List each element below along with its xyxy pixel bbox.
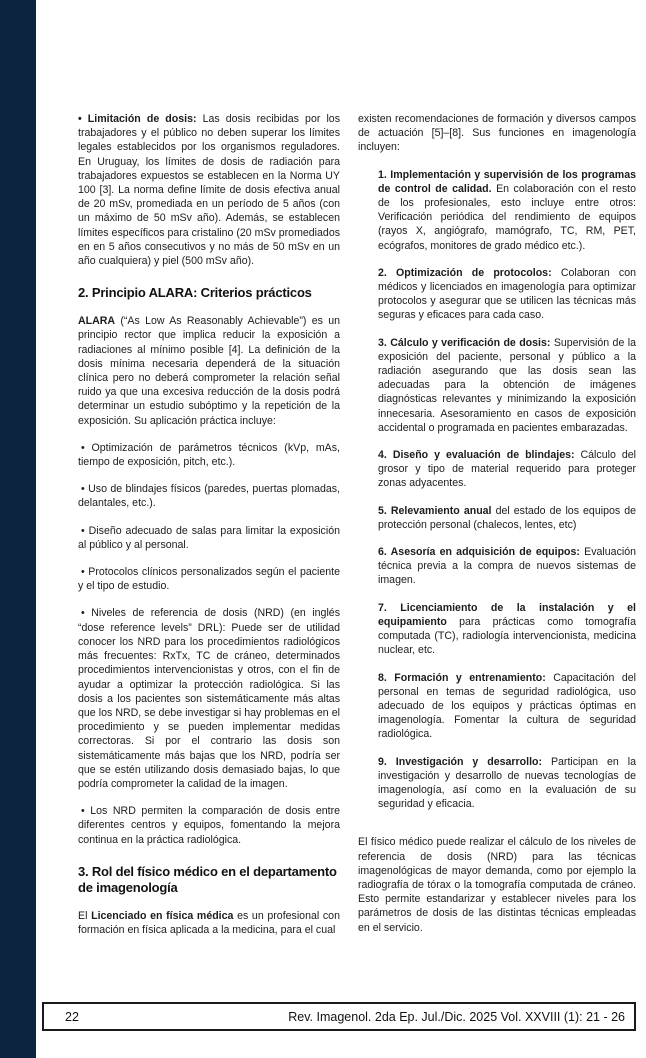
alara-term: ALARA bbox=[78, 315, 116, 328]
function-item-8-title: 8. Formación y entrenamiento: bbox=[378, 671, 546, 684]
function-item-9 bbox=[378, 755, 636, 812]
function-item-2-title: 2. Optimización de protocolos: bbox=[378, 266, 552, 279]
function-item-5 bbox=[378, 504, 636, 532]
bullet-item: • Diseño adecuado de salas para limitar la exposición al público y al personal. bbox=[78, 524, 340, 551]
closing-paragraph: El físico médico puede realizar el cálculo de los niveles de referencia de dosis (NRD) para las técnicas imagenológicas de mayor demanda, como por ejemplo la radiografía de tórax o la tomografía computada de cráneo. Esto permite estandarizar y establecer niveles para los parámetros de dosis de las distintas técnicas empleadas en el servicio. bbox=[358, 836, 636, 934]
left-accent-bar bbox=[0, 0, 36, 1058]
function-item-8 bbox=[378, 671, 636, 742]
function-item-4-text: Cálculo del grosor y tipo de material requerido para proteger zonas adyacentes. bbox=[378, 449, 636, 490]
physicist-title-term: Licenciado en física médica bbox=[91, 909, 234, 922]
functions-intro-paragraph: existen recomendaciones de formación y diversos campos de actuación [5]–[8]. Sus funciones en imagenología incluyen: bbox=[358, 113, 636, 154]
function-item-2 bbox=[378, 266, 636, 323]
function-item-7-text: para prácticas como tomografía computada (TC), radiología intervencionista, medicina nuclear, etc. bbox=[378, 615, 636, 657]
bullet-item: • Niveles de referencia de dosis (NRD) (en inglés “dose reference levels” DRL): Puede ser de utilidad conocer los NRD para los procedimientos radiológicos más frecuentes: RxTx, TC de cráneo, determinados procedimientos intervencionistas y otros, con el fin de ayudar a optimizar la protección radiológica. Si las dosis a los pacientes son sistemáticamente más altas que los NRD, se debe investigar si hay problemas en el procedimiento y se pueden implementar medidas correctoras. Si por el contrario las dosis son sistemáticamente más bajas que los NRD, podría ser que se estén utilizando dosis demasiado bajas, lo que podría comprometer la calidad de la imagen. bbox=[78, 607, 340, 790]
function-item-6-text: Evaluación técnica previa a la compra de nuevos sistemas de imagen. bbox=[378, 546, 636, 587]
physicist-lead-end: es un profesional con formación en física aplicada a la medicina, para el cual bbox=[78, 909, 340, 936]
left-column bbox=[78, 112, 340, 950]
function-item-6 bbox=[378, 545, 636, 588]
physicist-lead-paragraph bbox=[78, 909, 340, 937]
bullet-item: • Optimización de parámetros técnicos (kVp, mAs, tiempo de exposición, pitch, etc.). bbox=[78, 441, 340, 469]
physicist-lead-start: El bbox=[78, 909, 88, 922]
footer-box bbox=[42, 1002, 636, 1031]
right-column bbox=[358, 112, 636, 948]
function-item-4-title: 4. Diseño y evaluación de blindajes: bbox=[378, 449, 575, 462]
function-item-1 bbox=[378, 168, 636, 253]
dose-limitation-text: Las dosis recibidas por los trabajadores y el público no deben superar los límites legales establecidos por los organismos reguladores. En Uruguay, los límites de dosis de radiación para trabajadores expuestos se establecen en la Norma UY 100 [3]. La norma define límite de dosis efectiva anual de 20 mSv, promediada en un período de 5 años (con un máximo de 50 mSv año). Además, se establecen límites específicos para cristalino (20 mSv promediados en en 5 años consecutivos y no más de 50 mSv en un año cualquiera) y piel (500 mSv año). bbox=[78, 113, 341, 268]
page-number: 22 bbox=[65, 1009, 79, 1024]
function-item-8-text: Capacitación del personal en temas de seguridad radiológica, uso adecuado de los equipos y prácticas óptimas en imagenología. Fomentar la cultura de seguridad radiológica. bbox=[378, 671, 637, 741]
function-item-3-title: 3. Cálculo y verificación de dosis: bbox=[378, 336, 551, 349]
alara-lead-text: (“As Low As Reasonably Achievable”) es un principio rector que implica reducir la exposición a radiaciones al mínimo posible [4]. La definición de la dosis mínima necesaria dependerá de la situación clínica pero no deberá comprometer la relación señal ruido ya que una excesiva reducción de la dosis podrá determinar un estudio subóptimo y la repetición de la exposición. Su aplicación práctica incluye: bbox=[78, 315, 340, 427]
section-2-heading: 2. Principio ALARA: Criterios prácticos bbox=[78, 285, 312, 301]
function-item-9-text: Participan en la investigación y desarrollo de nuevas tecnologías de imagenología, así como en la evaluación de su seguridad y eficacia. bbox=[378, 755, 636, 811]
function-item-5-text: del estado de los equipos de protección personal (chalecos, lentes, etc) bbox=[378, 504, 636, 531]
bullet-item: • Los NRD permiten la comparación de dosis entre diferentes centros y equipos, fomentando la mejora continua en la práctica radiológica. bbox=[78, 805, 340, 846]
journal-citation: Rev. Imagenol. 2da Ep. Jul./Dic. 2025 Vol. XXVIII (1): 21 - 26 bbox=[288, 1009, 625, 1024]
function-item-9-title: 9. Investigación y desarrollo: bbox=[378, 755, 543, 768]
functions-list bbox=[378, 168, 636, 812]
function-item-1-text: En colaboración con el resto de los profesionales, esto incluye entre otros: Verificación periódica del rendimiento de equipos (rayos X, angiógrafo, mamógrafo, TC, RM, PET, ecógrafos, monitores de grado médico etc.). bbox=[378, 182, 636, 252]
alara-lead-paragraph bbox=[78, 314, 340, 428]
alara-bullet-list bbox=[78, 441, 340, 847]
function-item-7-title: 7. Licenciamiento de la instalación y el equipamiento bbox=[378, 601, 636, 628]
paragraph-dose-limitation bbox=[78, 112, 340, 268]
function-item-7 bbox=[378, 601, 636, 658]
bullet-item: • Protocolos clínicos personalizados según el paciente y el tipo de estudio. bbox=[78, 566, 340, 593]
function-item-1-title: 1. Implementación y supervisión de los programas de control de calidad. bbox=[378, 168, 636, 195]
function-item-5-title: 5. Relevamiento anual bbox=[378, 504, 492, 517]
function-item-6-title: 6. Asesoría en adquisición de equipos: bbox=[378, 546, 580, 559]
bullet-item: • Uso de blindajes físicos (paredes, puertas plomadas, delantales, etc.). bbox=[78, 483, 340, 510]
section-3-heading: 3. Rol del físico médico en el departamento de imagenología bbox=[78, 863, 337, 895]
dose-limitation-term: • Limitación de dosis: bbox=[78, 113, 197, 125]
function-item-2-text: Colaboran con médicos y licenciados en imagenología para optimizar protocolos y asegurar que se utilicen las técnicas más seguras y eficaces para cada caso. bbox=[378, 266, 636, 322]
function-item-3 bbox=[378, 336, 636, 435]
function-item-3-text: Supervisión de la exposición del paciente, personal y público a la radiación asegurando que las dosis sean las adecuadas para la obtención de imágenes diagnósticas relevantes y minimizando la exposición innecesaria. Asesoramiento en casos de exposición accidental o programada en pacientes embarazadas. bbox=[378, 336, 636, 434]
function-item-4 bbox=[378, 448, 636, 491]
